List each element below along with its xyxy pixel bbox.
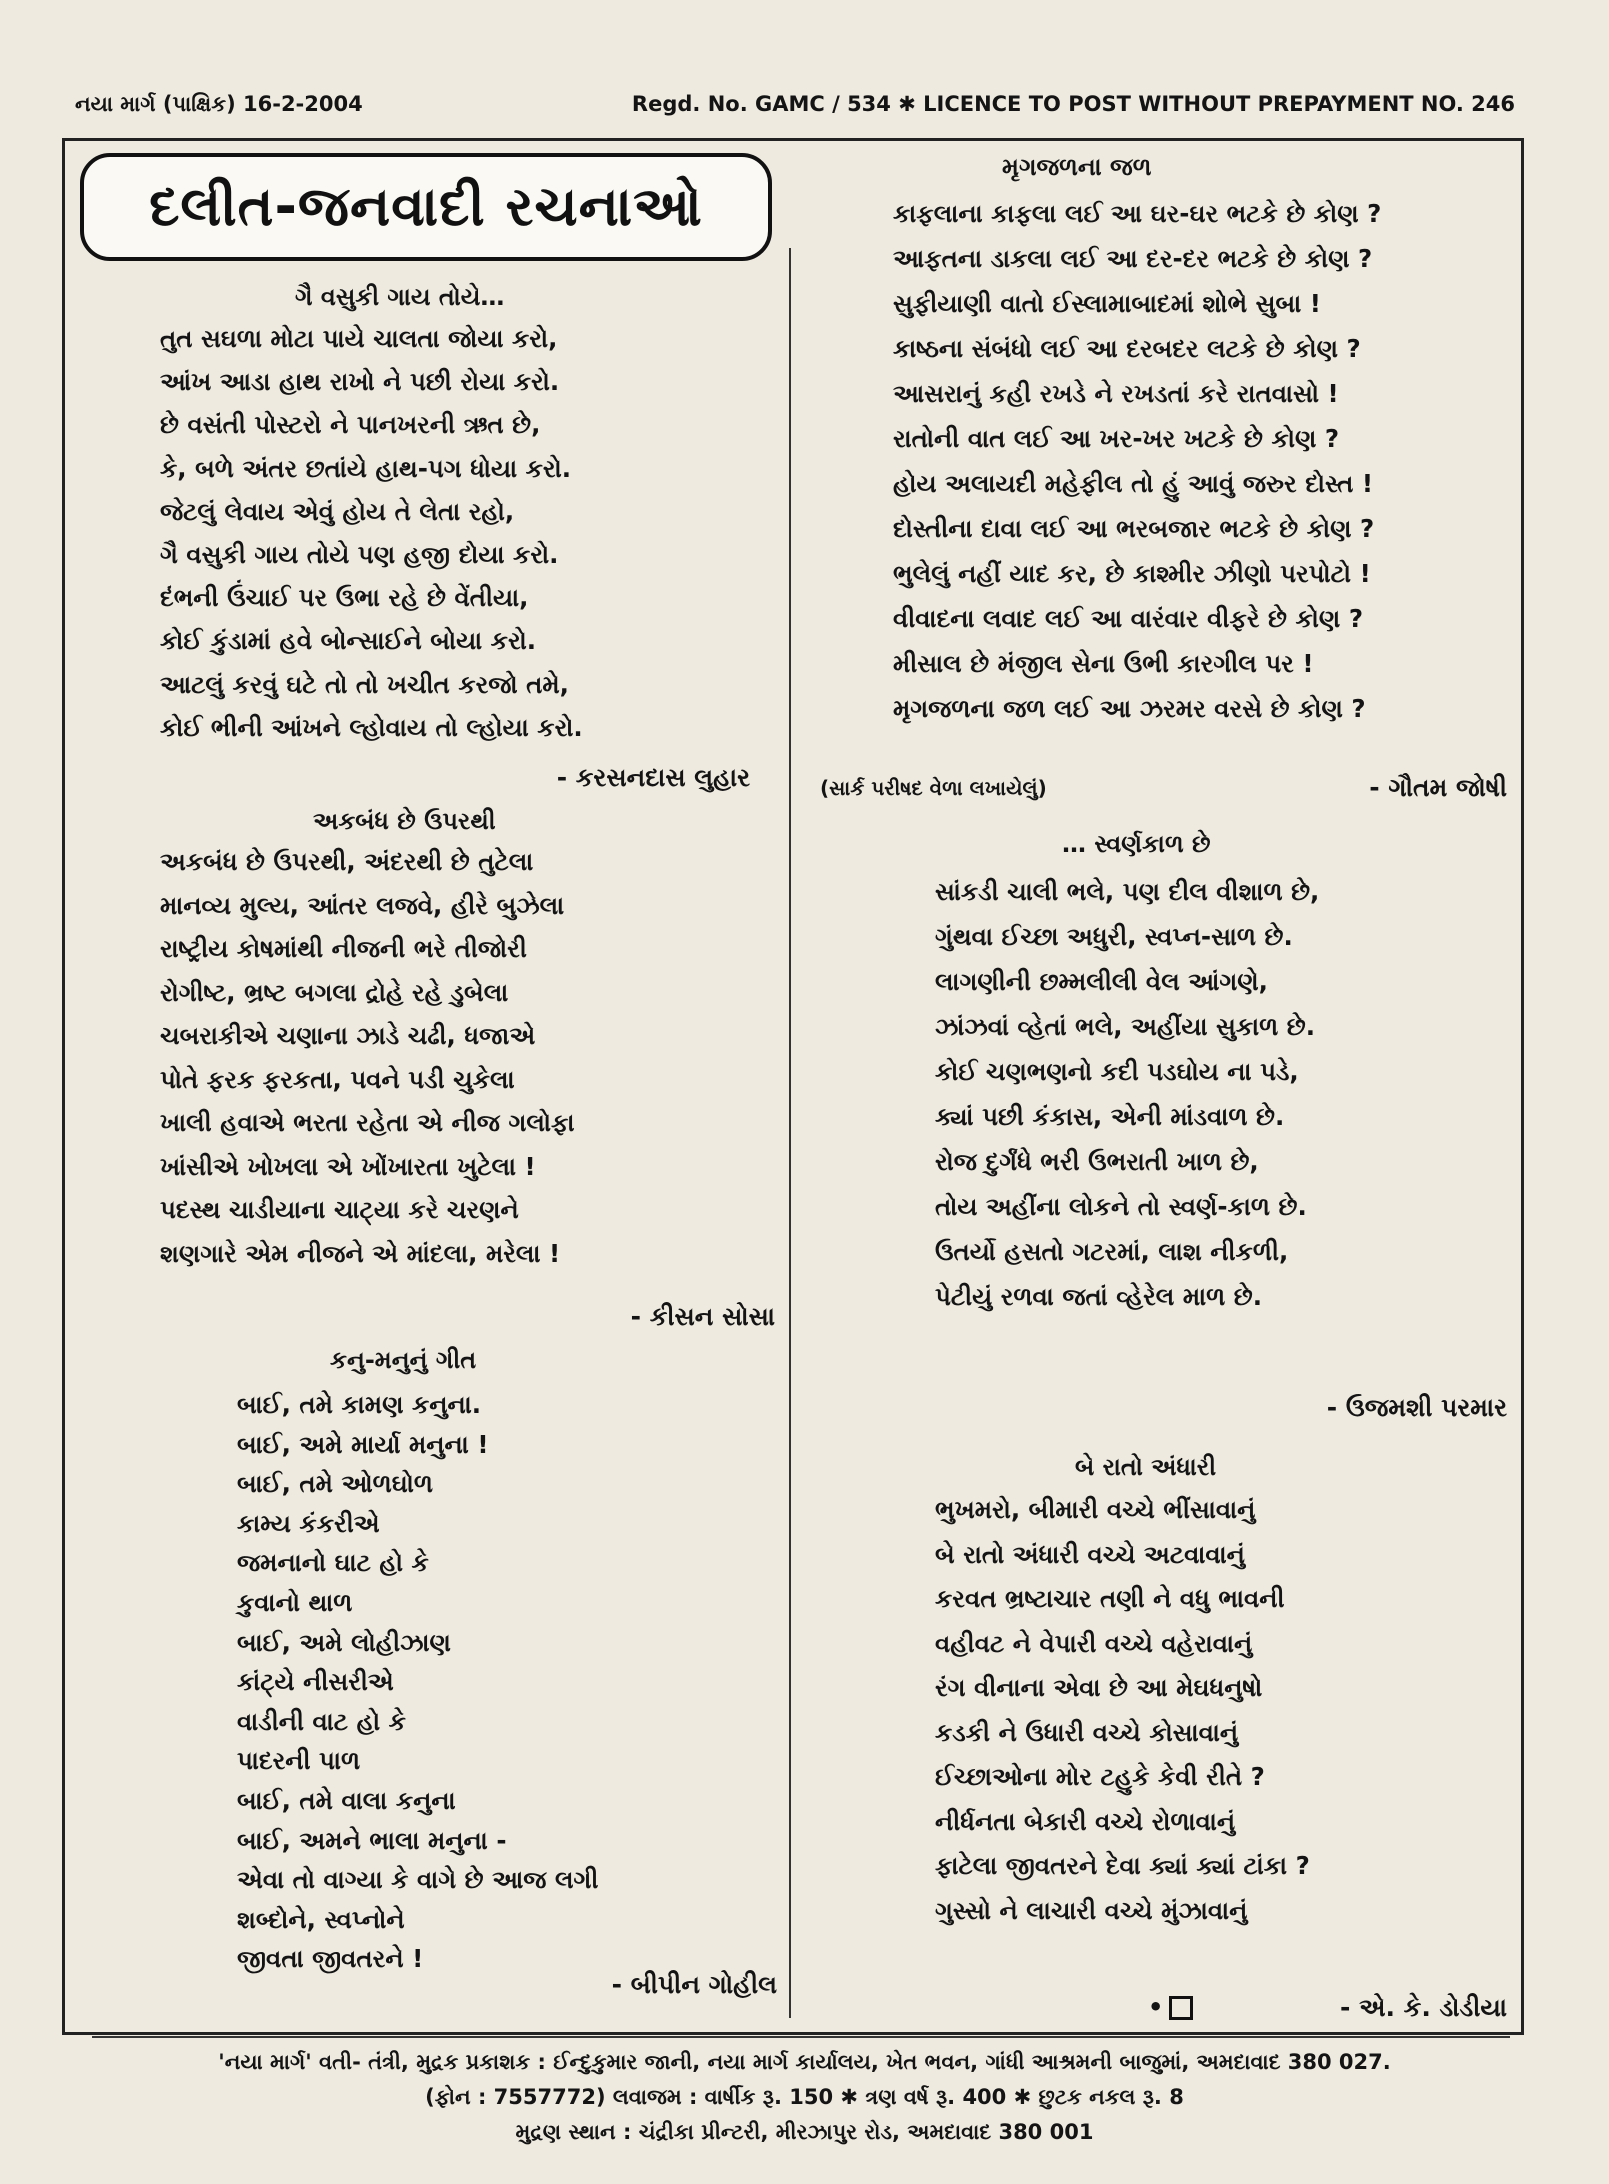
poem-line: કામ્ય કંકરીએ [237, 1508, 380, 1538]
poem-line: આસરાનું કહી રખડે ને રખડતાં કરે રાતવાસો ! [893, 379, 1339, 408]
poem-line: માનવ્ય મુલ્ય, આંતર લજવે, હીરે બુઝેલા [160, 890, 565, 920]
poem-line: ખાંસીએ ખોખલા એ ખોંખારતા ખુટેલા ! [160, 1151, 536, 1181]
footer-printer: મુદ્રણ સ્થાન : ચંદ્રીકા પ્રીન્ટરી, મીરઝાપુર રોડ, અમદાવાદ 380 001 [515, 2120, 1094, 2144]
poem-line: પેટીયું રળવા જતાં વ્હેરેલ માળ છે. [935, 1282, 1263, 1311]
poem-line: ફાટેલા જીવતરને દેવા ક્યાં ક્યાં ટાંકા ? [935, 1851, 1310, 1880]
poem-line: બે રાતો અંધારી વચ્ચે અટવાવાનું [935, 1539, 1245, 1569]
poem-line: ઝાંઝવાં વ્હેતાં ભલે, અહીંયા સુકાળ છે. [935, 1012, 1316, 1041]
poem-line: ગુસ્સો ને લાચારી વચ્ચે મુંઝાવાનું [935, 1895, 1248, 1925]
poem-author: - ઉજમશી પરમાર [1326, 1393, 1507, 1422]
poem-line: રોગીષ્ટ, ભ્રષ્ટ બગલા દ્રોહે રહે ડુબેલા [160, 977, 509, 1007]
poem-line: સુફીયાણી વાતો ઈસ્લામાબાદમાં શોભે સુબા ! [893, 289, 1321, 318]
poem-line: ક્યાં પછી કંકાસ, એની માંડવાળ છે. [935, 1102, 1285, 1131]
poem-title: અકબંધ છે ઉપરથી [313, 807, 496, 835]
poem-line: ખાલી હવાએ ભરતા રહેતા એ નીજ ગલોફા [160, 1108, 575, 1137]
poem-line: અકબંધ છે ઉપરથી, અંદરથી છે તુટેલા [160, 847, 534, 876]
poem-line: ચબરાકીએ ચણાના ઝાડે ચઢી, ધજાએ [160, 1021, 536, 1050]
poem-line: વાડીની વાટ હો કે [237, 1706, 406, 1736]
poem-line: બાઈ, અમે માર્યા મનુના ! [237, 1429, 489, 1459]
poem-author: - કીસન સોસા [630, 1302, 775, 1331]
poem-line: જમનાનો ઘાટ હો કે [237, 1548, 429, 1578]
poem-author: - એ. કે. ડોડીયા [1340, 1993, 1507, 2022]
poem-line: દોસ્તીના દાવા લઈ આ ભરબજાર ભટકે છે કોણ ? [893, 514, 1375, 543]
poem-line: કરવત ભ્રષ્ટાચાર તણી ને વધુ ભાવની [935, 1584, 1285, 1613]
poem-line: તુત સઘળા મોટા પાયે ચાલતા જોયા કરો, [160, 324, 558, 353]
poem-title: મૃગજળના જળ [1002, 153, 1152, 181]
poem-note: (સાર્ક પરીષદ વેળા લખાયેલું) [820, 776, 1047, 800]
poem-line: બાઈ, તમે વાલા કનુના [237, 1786, 456, 1815]
poem-line: બાઈ, અમે લોહીઝાણ [237, 1627, 451, 1657]
footer-rule [92, 2036, 1510, 2038]
header-registration: Regd. No. GAMC / 534 ✱ LICENCE TO POST WITHOUT PREPAYMENT NO. 246 [631, 92, 1515, 116]
poem-line: કાફલાના કાફલા લઈ આ ઘર-ઘર ભટકે છે કોણ ? [893, 199, 1382, 228]
poem-line: આફતના ડાકલા લઈ આ દર-દર ભટકે છે કોણ ? [893, 244, 1373, 273]
poem-line: રાષ્ટ્રીય કોષમાંથી નીજની ભરે તીજોરી [160, 934, 527, 963]
poem-line: કડકી ને ઉધારી વચ્ચે કોસાવાનું [935, 1717, 1239, 1747]
poem-line: છે વસંતી પોસ્ટરો ને પાનખરની ઋત છે, [160, 410, 541, 440]
poem-line: કાંટ્યે નીસરીએ [237, 1667, 394, 1697]
poem-line: ગૈ વસુકી ગાય તોયે પણ હજી દોયા કરો. [160, 540, 559, 569]
poem-line: હોય અલાયદી મહેફીલ તો હું આવું જરુર દોસ્ત ! [893, 469, 1374, 498]
poem-line: કોઈ ભીની આંખને લ્હોવાય તો લ્હોયા કરો. [160, 712, 583, 742]
poem-author: - ગૌતમ જોષી [1369, 773, 1507, 802]
poem-line: બાઈ, તમે કામણ કનુના. [237, 1390, 482, 1419]
poem-author: - કરસનદાસ લુહાર [556, 763, 750, 792]
poem-line: વીવાદના લવાદ લઈ આ વારંવાર વીફરે છે કોણ ? [893, 604, 1364, 633]
header-issue: નયા માર્ગ (પાક્ષિક) 16-2-2004 [75, 92, 363, 116]
poem-title: બે રાતો અંધારી [1075, 1453, 1217, 1481]
end-box-icon [1169, 1996, 1193, 2020]
poem-line: બાઈ, તમે ઓળઘોળ [237, 1469, 434, 1499]
footer-subscription: (ફોન : 7557772) લવાજમ : વાર્ષીક રૂ. 150 ✱ ત્રણ વર્ષ રૂ. 400 ✱ છુટક નકલ રૂ. 8 [425, 2085, 1184, 2109]
column-divider [789, 248, 791, 2018]
poem-title: કનુ-મનુનું ગીત [330, 1346, 477, 1374]
poem-line: લાગણીની છમ્મલીલી વેલ આંગણે, [935, 967, 1268, 996]
poem-line: કાષ્ઠના સંબંધો લઈ આ દરબદર લટકે છે કોણ ? [893, 334, 1361, 363]
poem-line: કોઈ કુંડામાં હવે બોન્સાઈને બોયા કરો. [160, 626, 537, 656]
poem-title: ગૈ વસુકી ગાય તોયે… [295, 283, 505, 311]
poem-line: રંગ વીનાના એવા છે આ મેઘધનુષો [935, 1673, 1263, 1702]
poem-line: ભુખમરો, બીમારી વચ્ચે ભીંસાવાનું [935, 1495, 1256, 1524]
poem-line: નીર્ધનતા બેકારી વચ્ચે રોળાવાનું [935, 1806, 1236, 1836]
poem-line: મૃગજળના જળ લઈ આ ઝરમર વરસે છે કોણ ? [893, 694, 1366, 723]
poem-line: પાદરની પાળ [237, 1746, 361, 1776]
poem-line: પોતે ફરક ફરકતા, પવને પડી ચુકેલા [160, 1064, 515, 1094]
poem-line: શણગારે એમ નીજને એ માંદલા, મરેલા ! [160, 1238, 561, 1268]
poem-line: કોઈ ચણભણનો કદી પડઘોય ના પડે, [935, 1057, 1299, 1086]
poem-line: બાઈ, અમને ભાલા મનુના - [237, 1825, 507, 1855]
poem-line: જેટલું લેવાય એવું હોય તે લેતા રહો, [160, 496, 515, 526]
poem-line: આટલું કરવું ઘટે તો તો ખચીત કરજો તમે, [160, 669, 569, 699]
poem-line: વહીવટ ને વેપારી વચ્ચે વહેરાવાનું [935, 1628, 1253, 1658]
poem-line: દંભની ઉંચાઈ પર ઉભા રહે છે વેંતીયા, [160, 583, 529, 613]
poem-line: ઈચ્છાઓના મોર ટહુકે કેવી રીતે ? [935, 1762, 1265, 1791]
poem-line: કુવાનો થાળ [237, 1588, 353, 1617]
end-mark: • [1148, 1993, 1193, 2021]
footer-publisher: 'નયા માર્ગ' વતી- તંત્રી, મુદ્રક પ્રકાશક : ઈન્દુકુમાર જાની, નયા માર્ગ કાર્યાલય, ખેત ભવન, ગાંધી આશ્રમની બાજુમાં, અમદાવાદ 380 027. [218, 2050, 1391, 2074]
poem-line: પદસ્થ ચાડીયાના ચાટ્યા કરે ચરણને [160, 1195, 519, 1224]
poem-line: ગુંથવા ઈચ્છા અધુરી, સ્વપ્ન-સાળ છે. [935, 922, 1293, 951]
poem-line: મીસાલ છે મંજીલ સેના ઉભી કારગીલ પર ! [893, 649, 1314, 678]
poem-line: કે, બળે અંતર છતાંયે હાથ-પગ ધોયા કરો. [160, 453, 572, 483]
poem-line: ભુલેલું નહીં યાદ કર, છે કાશ્મીર ઝીણો પરપોટો ! [893, 559, 1371, 588]
poem-line: તોય અહીંના લોકને તો સ્વર્ણ-કાળ છે. [935, 1192, 1307, 1221]
poem-line: જીવતા જીવતરને ! [237, 1944, 424, 1974]
poem-title: … સ્વર્ણકાળ છે [1062, 830, 1211, 858]
poem-line: શબ્દોને, સ્વપ્નોને [237, 1904, 405, 1934]
poem-author: - બીપીન ગોહીલ [611, 1970, 777, 1999]
poem-line: રોજ દુર્ગંધે ભરી ઉભરાતી ખાળ છે, [935, 1147, 1259, 1176]
section-title: દલીત-જનવાદી રચનાઓ [80, 153, 772, 261]
poem-line: સાંકડી ચાલી ભલે, પણ દીલ વીશાળ છે, [935, 877, 1320, 906]
poem-line: આંખ આડા હાથ રાખો ને પછી રોયા કરો. [160, 367, 560, 397]
poem-line: રાતોની વાત લઈ આ ખર-ખર ખટકે છે કોણ ? [893, 424, 1340, 453]
poem-line: ઉતર્યો હસતો ગટરમાં, લાશ નીકળી, [935, 1237, 1289, 1266]
poem-line: એવા તો વાગ્યા કે વાગે છે આજ લગી [237, 1865, 599, 1895]
